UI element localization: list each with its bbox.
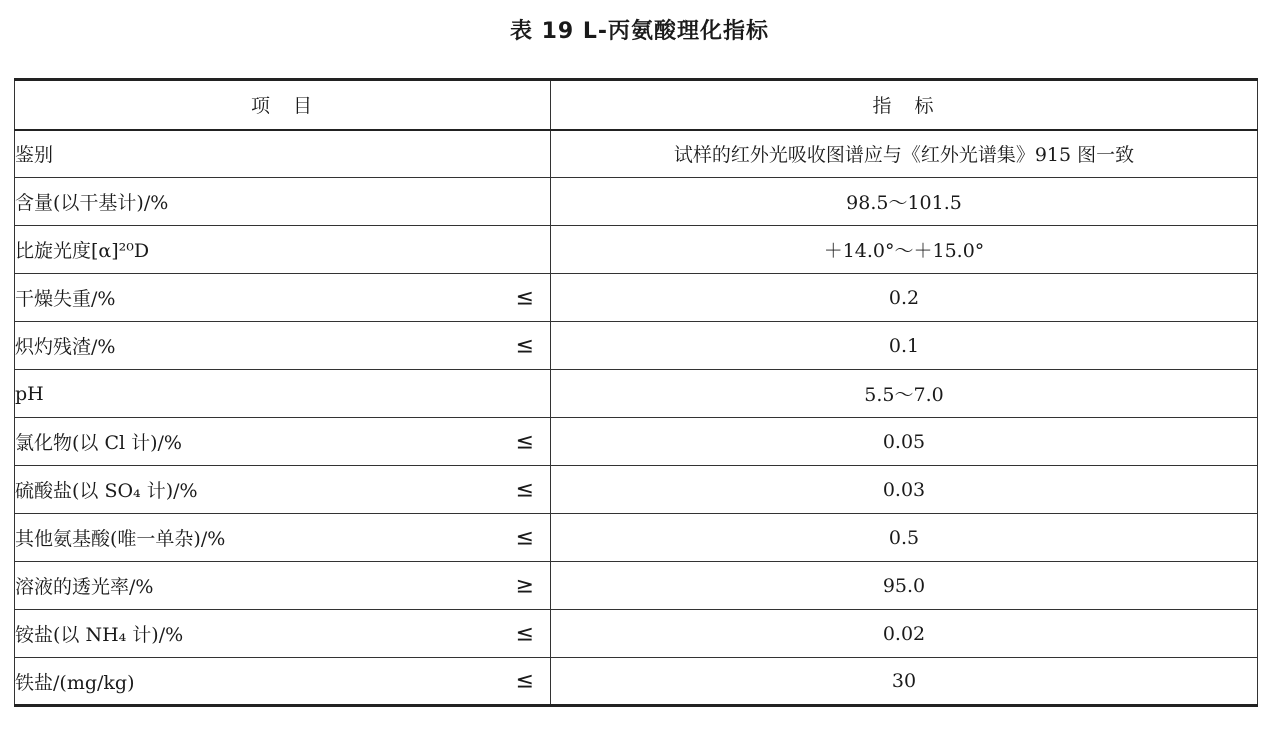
table-row bbox=[15, 610, 1258, 658]
value-cell: 0.03 bbox=[551, 466, 1258, 514]
item-cell bbox=[15, 514, 551, 562]
value-cell: 98.5～101.5 bbox=[551, 178, 1258, 226]
table-row bbox=[15, 466, 1258, 514]
spec-table bbox=[14, 78, 1258, 707]
table-row bbox=[15, 418, 1258, 466]
item-cell bbox=[15, 418, 551, 466]
value-cell: 试样的红外光吸收图谱应与《红外光谱集》915 图一致 bbox=[551, 130, 1258, 178]
item-cell bbox=[15, 274, 551, 322]
item-label: 鉴别 bbox=[15, 144, 54, 167]
item-cell bbox=[15, 130, 551, 178]
value-cell: 30 bbox=[551, 658, 1258, 706]
value-cell: 0.1 bbox=[551, 322, 1258, 370]
table-row bbox=[15, 658, 1258, 706]
value-cell: 0.2 bbox=[551, 274, 1258, 322]
item-label: 炽灼残渣/% bbox=[15, 336, 116, 358]
limit-sign: ≤ bbox=[515, 525, 534, 550]
table-row bbox=[15, 226, 1258, 274]
table-row bbox=[15, 178, 1258, 226]
value-cell: 5.5～7.0 bbox=[551, 370, 1258, 418]
limit-sign: ≤ bbox=[515, 285, 534, 310]
value-cell: 0.5 bbox=[551, 514, 1258, 562]
item-cell bbox=[15, 370, 551, 418]
item-cell bbox=[15, 466, 551, 514]
value-cell: 0.02 bbox=[551, 610, 1258, 658]
value-cell: 95.0 bbox=[551, 562, 1258, 610]
item-cell bbox=[15, 322, 551, 370]
item-cell bbox=[15, 226, 551, 274]
item-cell bbox=[15, 178, 551, 226]
item-label: 硫酸盐(以 SO₄ 计)/% bbox=[15, 480, 198, 502]
item-label: 氯化物(以 Cl 计)/% bbox=[15, 432, 182, 454]
table-header-row bbox=[15, 80, 1258, 130]
header-spec: 指 标 bbox=[551, 80, 1258, 130]
limit-sign: ≤ bbox=[515, 477, 534, 502]
item-cell bbox=[15, 610, 551, 658]
item-cell bbox=[15, 658, 551, 706]
item-label: 铵盐(以 NH₄ 计)/% bbox=[15, 624, 184, 646]
header-item: 项 目 bbox=[15, 80, 551, 130]
table-row bbox=[15, 322, 1258, 370]
item-cell bbox=[15, 562, 551, 610]
limit-sign: ≤ bbox=[515, 668, 534, 694]
limit-sign: ≥ bbox=[515, 573, 534, 598]
limit-sign: ≤ bbox=[515, 621, 534, 646]
limit-sign: ≤ bbox=[515, 429, 534, 454]
item-label: 比旋光度[α]²⁰D bbox=[15, 240, 150, 262]
table-row bbox=[15, 514, 1258, 562]
value-cell: 0.05 bbox=[551, 418, 1258, 466]
table-row bbox=[15, 562, 1258, 610]
item-label: 含量(以干基计)/% bbox=[15, 192, 169, 214]
table-title: 表 19 L-丙氨酸理化指标 bbox=[509, 19, 770, 44]
table-row bbox=[15, 274, 1258, 322]
item-label: 干燥失重/% bbox=[15, 288, 116, 310]
value-cell: ＋14.0°～＋15.0° bbox=[551, 226, 1258, 274]
limit-sign: ≤ bbox=[515, 333, 534, 358]
item-label: pH bbox=[15, 382, 44, 405]
item-label: 溶液的透光率/% bbox=[15, 576, 154, 598]
table-row bbox=[15, 370, 1258, 418]
item-label: 其他氨基酸(唯一单杂)/% bbox=[15, 528, 226, 550]
table-row bbox=[15, 130, 1258, 178]
item-label: 铁盐/(mg/kg) bbox=[15, 671, 135, 694]
